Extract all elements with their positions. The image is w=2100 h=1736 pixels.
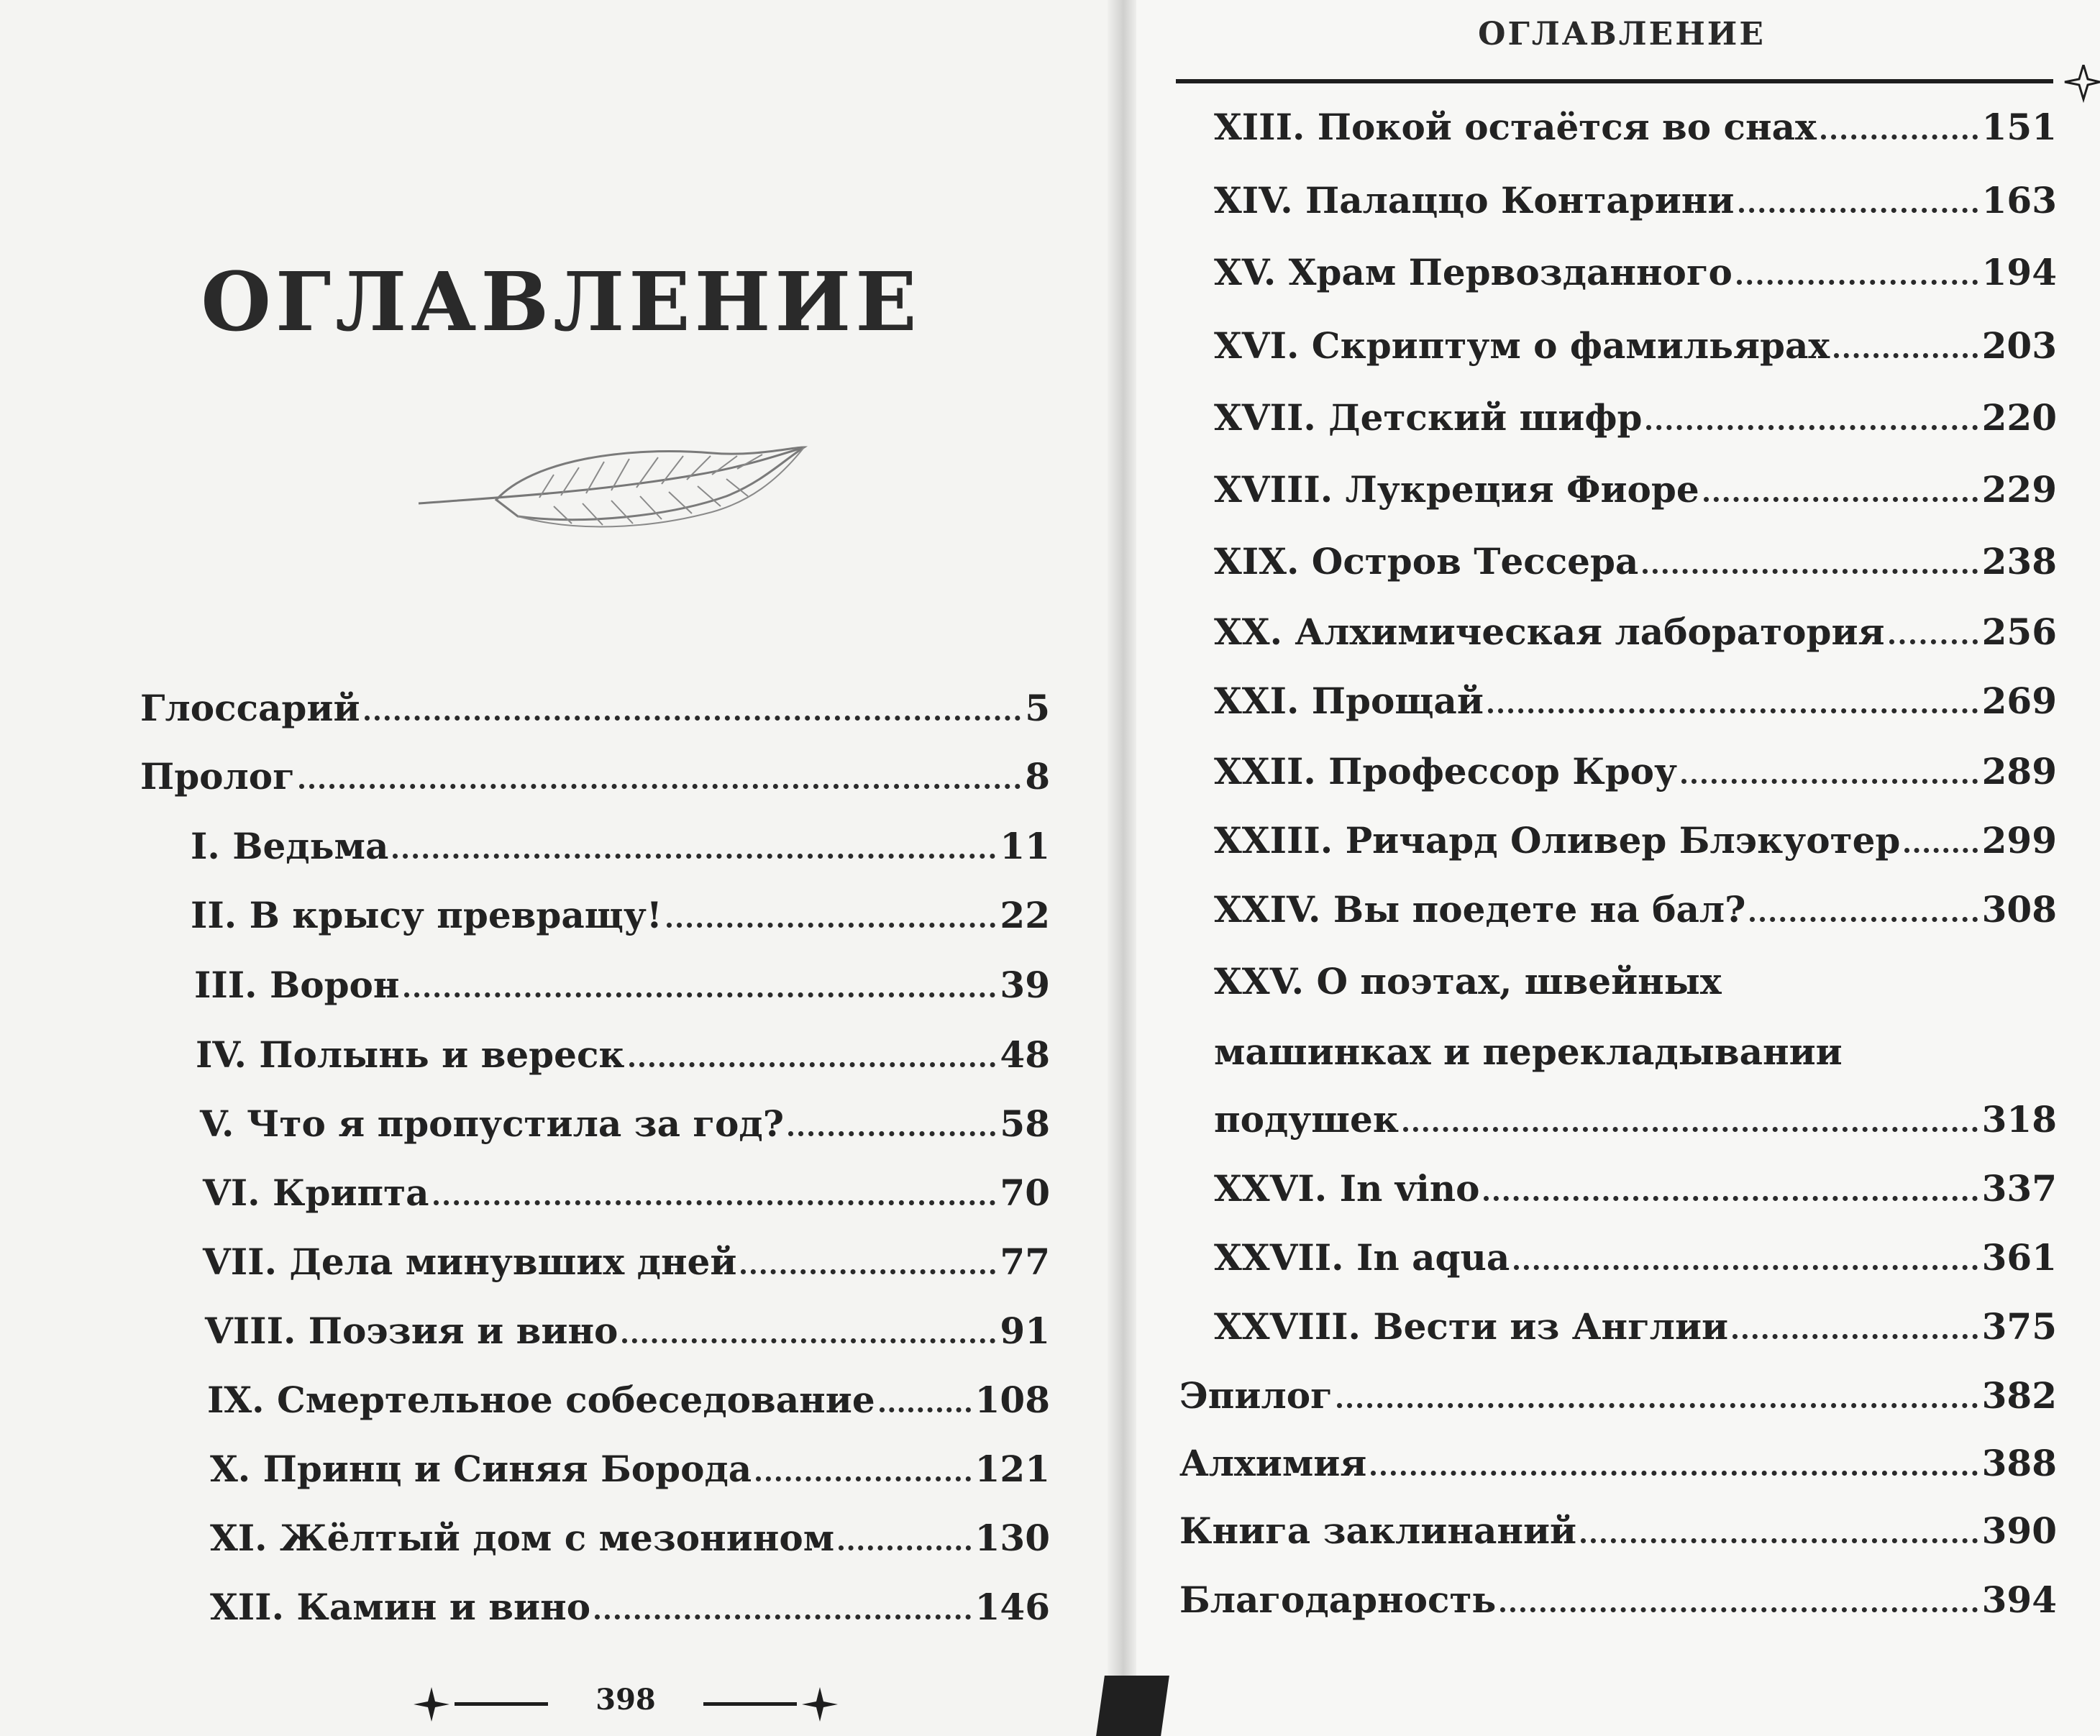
page-number: 398 [595, 1683, 656, 1717]
dot-leader [1488, 708, 1978, 713]
toc-entry-page: 337 [1981, 1167, 2057, 1210]
toc-entry-title: машинках и перекладывании [1214, 1031, 1843, 1073]
toc-entry-page: 58 [1000, 1102, 1050, 1145]
toc-entry[interactable] [1214, 385, 2057, 439]
running-head: ОГЛАВЛЕНИЕ [1478, 16, 1766, 52]
dot-leader [1371, 1471, 1977, 1476]
page-title: ОГЛАВЛЕНИЕ [201, 255, 921, 350]
toc-entry-page: 229 [1981, 468, 2057, 511]
toc-entry-title: XVII. Детский шифр [1214, 396, 1643, 439]
toc-entry-title: Пролог [140, 755, 295, 798]
toc-entry-page: 220 [1981, 396, 2057, 439]
dot-leader [1514, 1265, 1977, 1270]
dot-leader [1484, 1196, 1977, 1201]
dot-leader [756, 1476, 970, 1481]
toc-entry-page: 70 [1000, 1171, 1050, 1214]
dot-leader [1732, 1334, 1977, 1339]
dot-leader [1403, 1127, 1978, 1132]
dot-leader [365, 716, 1021, 721]
toc-entry[interactable] [1214, 600, 2057, 653]
toc-entry[interactable] [191, 814, 1050, 867]
toc-entry-page: 22 [1000, 894, 1050, 936]
toc-entry[interactable] [1214, 95, 2057, 148]
toc-entry-title: Книга заклинаний [1179, 1509, 1577, 1552]
dot-leader [1834, 353, 1977, 358]
dot-leader [299, 784, 1021, 789]
dot-leader [622, 1338, 995, 1343]
toc-entry[interactable] [140, 676, 1050, 729]
toc-entry[interactable] [1214, 808, 2057, 862]
toc-entry-page: 375 [1981, 1305, 2057, 1348]
toc-entry[interactable] [1214, 457, 2057, 511]
dot-leader [1681, 779, 1978, 784]
toc-entry[interactable] [1214, 669, 2057, 722]
toc-entry-page: 91 [1000, 1310, 1050, 1352]
toc-entry-title: XIII. Покой остаётся во снах [1214, 106, 1817, 148]
toc-entry-title: Эпилог [1179, 1374, 1333, 1417]
toc-entry-title: Глоссарий [140, 687, 360, 729]
toc-entry-title: XVI. Скриптум о фамильярах [1214, 324, 1830, 367]
page-folio [410, 1683, 841, 1726]
toc-entry-title: II. В крысу превращу! [191, 894, 662, 936]
toc-entry-title: XXII. Профессор Кроу [1214, 750, 1678, 792]
toc-entry[interactable] [1179, 1431, 2057, 1484]
toc-entry-page: 238 [1981, 540, 2057, 583]
dot-leader [667, 923, 996, 928]
toc-entry-title: VII. Дела минувших дней [203, 1241, 737, 1283]
toc-entry-page: 289 [1981, 750, 2057, 792]
dot-leader [434, 1200, 996, 1205]
toc-entry-title: XV. Храм Первозданного [1214, 251, 1732, 293]
toc-entry-title: III. Ворон [194, 964, 400, 1006]
toc-entry[interactable] [1214, 529, 2057, 583]
toc-entry[interactable] [1179, 1499, 2057, 1552]
toc-entry[interactable] [1214, 739, 2057, 790]
toc-entry-page: 5 [1025, 687, 1050, 729]
dot-leader [393, 854, 995, 859]
toc-entry-title: XI. Жёлтый дом с мезонином [210, 1517, 835, 1559]
toc-entry[interactable] [203, 1161, 1050, 1214]
toc-entry-page: 163 [1981, 179, 2057, 221]
toc-entry-page: 39 [1000, 964, 1050, 1006]
toc-entry-page: 151 [1981, 106, 2057, 148]
toc-entry[interactable] [207, 1368, 1050, 1421]
toc-entry[interactable] [1214, 1020, 2005, 1073]
dot-leader [1581, 1538, 1978, 1543]
toc-entry[interactable] [205, 1299, 1050, 1352]
toc-entry-title: XXIII. Ричард Оливер Блэкуотер [1214, 819, 1901, 862]
toc-entry-title: XXVIII. Вести из Англии [1214, 1305, 1729, 1348]
feather-icon [410, 431, 813, 554]
dot-leader [839, 1545, 970, 1550]
dot-leader [1821, 134, 1978, 140]
dot-leader [1704, 497, 1978, 502]
toc-entry-page: 361 [1981, 1236, 2057, 1279]
toc-entry[interactable] [1214, 314, 2057, 367]
toc-entry-page: 203 [1981, 324, 2057, 367]
toc-entry-title: XXI. Прощай [1214, 680, 1484, 722]
toc-entry-title: XXVII. In aqua [1214, 1236, 1510, 1279]
dot-leader [1500, 1607, 1977, 1612]
toc-entry[interactable] [1214, 240, 2057, 291]
toc-entry[interactable] [194, 953, 1050, 1006]
toc-entry-page: 8 [1025, 755, 1050, 798]
toc-entry-title: IV. Полынь и вереск [196, 1033, 625, 1076]
toc-entry-title: VI. Крипта [203, 1171, 429, 1214]
toc-entry-page: 256 [1981, 611, 2057, 653]
toc-entry-title: XIX. Остров Тессера [1214, 540, 1639, 583]
toc-entry-title: XX. Алхимическая лаборатория [1214, 611, 1885, 653]
toc-entry[interactable] [1179, 1363, 2057, 1417]
toc-entry[interactable] [1214, 877, 2057, 931]
toc-entry-title: IX. Смертельное собеседование [207, 1379, 875, 1421]
dot-leader [1739, 208, 1978, 213]
toc-entry-page: 269 [1981, 680, 2057, 722]
dot-leader [1737, 280, 1978, 285]
dot-leader [741, 1269, 995, 1274]
toc-entry-title: VIII. Поэзия и вино [205, 1310, 618, 1352]
dot-leader [1904, 848, 1977, 853]
toc-entry-page: 108 [974, 1379, 1050, 1421]
dot-leader [1889, 639, 1978, 644]
toc-entry-page: 394 [1981, 1579, 2057, 1621]
toc-entry[interactable] [210, 1506, 1050, 1559]
dot-leader [1643, 569, 1977, 574]
toc-entry-page: 121 [974, 1448, 1050, 1490]
toc-entry-page: 382 [1981, 1374, 2057, 1417]
dot-leader [788, 1131, 995, 1136]
toc-entry-page: 48 [1000, 1033, 1050, 1076]
toc-entry-title: Алхимия [1179, 1442, 1367, 1484]
dot-leader [595, 1614, 971, 1619]
toc-entry-title: I. Ведьма [191, 825, 389, 867]
toc-entry[interactable] [1214, 1294, 2057, 1348]
toc-entry-page: 388 [1981, 1442, 2057, 1484]
toc-entry[interactable] [1214, 1225, 2057, 1279]
toc-entry-page: 130 [974, 1517, 1050, 1559]
dot-leader [1750, 917, 1977, 922]
toc-entry-page: 318 [1981, 1098, 2057, 1141]
toc-entry-page: 390 [1981, 1509, 2057, 1552]
toc-entry-page: 299 [1981, 819, 2057, 862]
star-icon [698, 1683, 841, 1726]
dot-leader [1337, 1403, 1978, 1408]
toc-entry-title: XIV. Палаццо Контарини [1214, 179, 1735, 221]
toc-entry[interactable] [191, 883, 1050, 936]
toc-entry-page: 11 [1000, 825, 1050, 867]
book-spine-edge [1096, 1676, 1169, 1736]
dot-leader [404, 992, 996, 997]
toc-entry-title: подушек [1214, 1098, 1399, 1141]
toc-entry-title: V. Что я пропустила за год? [200, 1102, 785, 1145]
dot-leader [1646, 425, 1977, 430]
star-icon [410, 1683, 554, 1726]
toc-entry-title: XXVI. In vino [1214, 1167, 1480, 1210]
toc-entry[interactable] [1214, 949, 2005, 1000]
toc-entry-page: 194 [1981, 251, 2057, 293]
toc-entry-title: Благодарность [1179, 1579, 1497, 1621]
toc-entry-title: X. Принц и Синяя Борода [210, 1448, 752, 1490]
toc-entry[interactable] [203, 1230, 1050, 1283]
toc-entry[interactable] [140, 744, 1050, 798]
toc-entry-title: XII. Камин и вино [210, 1586, 591, 1628]
toc-entry-title: XXIV. Вы поедете на бал? [1214, 888, 1746, 931]
toc-entry[interactable] [1214, 1156, 2057, 1210]
toc-entry[interactable] [200, 1092, 1050, 1145]
dot-leader [880, 1407, 971, 1412]
toc-entry-page: 146 [974, 1586, 1050, 1628]
toc-entry[interactable] [210, 1437, 1050, 1490]
toc-entry[interactable] [196, 1023, 1050, 1076]
toc-entry[interactable] [1179, 1568, 2057, 1621]
toc-entry[interactable] [1214, 168, 2057, 219]
toc-entry-title: XXV. О поэтах, швейных [1214, 960, 1722, 1002]
toc-entry-page: 77 [1000, 1241, 1050, 1283]
toc-entry[interactable] [210, 1575, 1050, 1628]
toc-entry[interactable] [1214, 1087, 2057, 1141]
dot-leader [629, 1062, 996, 1067]
toc-entry-page: 308 [1981, 888, 2057, 931]
toc-entry-title: XVIII. Лукреция Фиоре [1214, 468, 1699, 511]
